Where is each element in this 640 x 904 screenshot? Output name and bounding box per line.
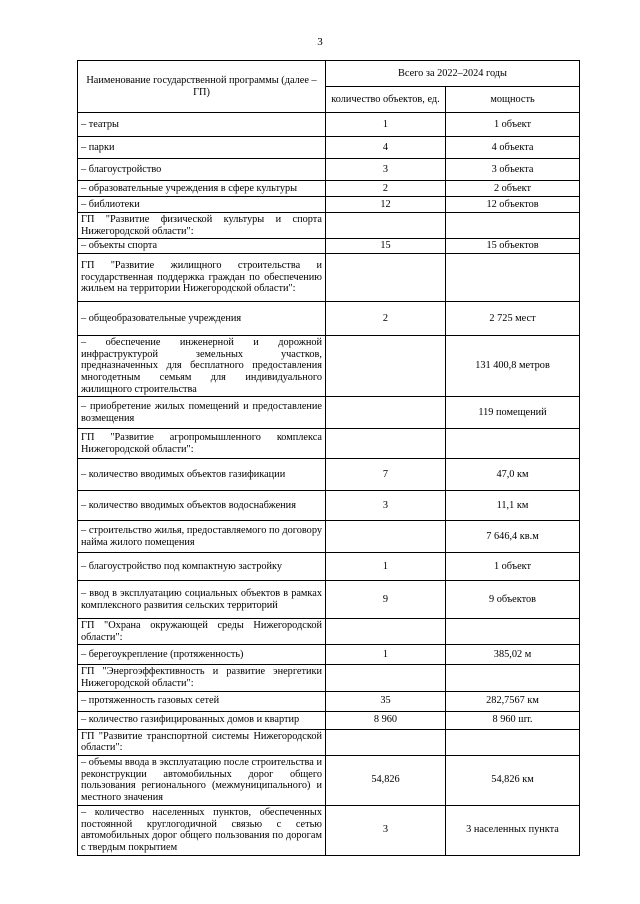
table-row [78, 181, 580, 197]
row-name: – строительство жилья, предоставляемого по договору найма жилого помещения [78, 521, 326, 553]
row-count: 2 [326, 181, 446, 197]
row-count [326, 729, 446, 755]
table-row [78, 521, 580, 553]
row-count [326, 665, 446, 691]
table-row [78, 336, 580, 397]
table-row [78, 553, 580, 581]
row-power [446, 429, 580, 459]
table-row [78, 459, 580, 491]
row-name: – количество газифицированных домов и квартир [78, 711, 326, 729]
row-count: 2 [326, 302, 446, 336]
table-row [78, 397, 580, 429]
row-name: ГП "Охрана окружающей среды Нижегородской области": [78, 619, 326, 645]
row-count: 15 [326, 239, 446, 254]
row-count: 4 [326, 137, 446, 159]
row-name: – благоустройство [78, 159, 326, 181]
table-row [78, 665, 580, 691]
row-name: – приобретение жилых помещений и предоставление возмещения [78, 397, 326, 429]
header-total: Всего за 2022–2024 годы [326, 61, 580, 87]
table-row [78, 729, 580, 755]
table-row [78, 197, 580, 213]
programs-table [77, 60, 580, 856]
row-name: – обеспечение инженерной и дорожной инфраструктурой земельных участков, предназначенных для бесплатного предоставления многодетным семьям для индивидуального жилищного строительства [78, 336, 326, 397]
row-power: 3 населенных пункта [446, 805, 580, 855]
table-row [78, 302, 580, 336]
row-name: ГП "Развитие физической культуры и спорта Нижегородской области": [78, 213, 326, 239]
row-count [326, 336, 446, 397]
row-power: 4 объекта [446, 137, 580, 159]
row-power: 1 объект [446, 553, 580, 581]
row-power [446, 665, 580, 691]
row-name: ГП "Развитие агропромышленного комплекса Нижегородской области": [78, 429, 326, 459]
table-row [78, 805, 580, 855]
row-power: 54,826 км [446, 755, 580, 805]
row-name: – количество населенных пунктов, обеспеченных постоянной круглогодичной связью с сетью автомобильных дорог общего пользования по дорогам с твердым покрытием [78, 805, 326, 855]
table-row [78, 581, 580, 619]
row-count: 9 [326, 581, 446, 619]
row-count: 1 [326, 645, 446, 665]
table-row [78, 645, 580, 665]
row-count: 35 [326, 691, 446, 711]
table-row [78, 755, 580, 805]
row-count [326, 521, 446, 553]
row-power: 8 960 шт. [446, 711, 580, 729]
row-name: – количество вводимых объектов водоснабжения [78, 491, 326, 521]
row-count [326, 619, 446, 645]
page-number: 3 [317, 36, 323, 48]
row-name: – ввод в эксплуатацию социальных объектов в рамках комплексного развития сельских территорий [78, 581, 326, 619]
row-count: 3 [326, 491, 446, 521]
row-count: 8 960 [326, 711, 446, 729]
row-power: 47,0 км [446, 459, 580, 491]
table-body [78, 113, 580, 856]
row-count [326, 429, 446, 459]
row-power [446, 213, 580, 239]
row-name: – общеобразовательные учреждения [78, 302, 326, 336]
row-name: – количество вводимых объектов газификации [78, 459, 326, 491]
row-power: 9 объектов [446, 581, 580, 619]
table-row [78, 213, 580, 239]
row-name: – парки [78, 137, 326, 159]
table-row [78, 429, 580, 459]
row-name: – библиотеки [78, 197, 326, 213]
row-power: 12 объектов [446, 197, 580, 213]
row-power: 2 725 мест [446, 302, 580, 336]
row-count: 54,826 [326, 755, 446, 805]
row-count: 3 [326, 159, 446, 181]
row-name: ГП "Энергоэффективность и развитие энергетики Нижегородской области": [78, 665, 326, 691]
row-name: – протяженность газовых сетей [78, 691, 326, 711]
row-count [326, 213, 446, 239]
row-power: 3 объекта [446, 159, 580, 181]
header-count: количество объектов, ед. [326, 87, 446, 113]
row-name: – образовательные учреждения в сфере культуры [78, 181, 326, 197]
table-row [78, 619, 580, 645]
row-power: 2 объект [446, 181, 580, 197]
row-power: 385,02 м [446, 645, 580, 665]
row-count [326, 254, 446, 302]
table-row [78, 691, 580, 711]
row-count: 3 [326, 805, 446, 855]
row-count: 12 [326, 197, 446, 213]
row-name: ГП "Развитие транспортной системы Нижегородской области": [78, 729, 326, 755]
row-power [446, 619, 580, 645]
header-program-name: Наименование государственной программы (далее – ГП) [78, 61, 326, 113]
row-power: 282,7567 км [446, 691, 580, 711]
row-name: – благоустройство под компактную застройку [78, 553, 326, 581]
row-count: 1 [326, 553, 446, 581]
row-power: 131 400,8 метров [446, 336, 580, 397]
row-name: – театры [78, 113, 326, 137]
table-row [78, 159, 580, 181]
row-power [446, 729, 580, 755]
row-power: 7 646,4 кв.м [446, 521, 580, 553]
row-count [326, 397, 446, 429]
table-row [78, 239, 580, 254]
table-row [78, 137, 580, 159]
table-row [78, 254, 580, 302]
table-row [78, 113, 580, 137]
row-count: 1 [326, 113, 446, 137]
row-name: – берегоукрепление (протяженность) [78, 645, 326, 665]
row-count: 7 [326, 459, 446, 491]
row-name: ГП "Развитие жилищного строительства и государственная поддержка граждан по обеспечению жильем на территории Нижегородской области": [78, 254, 326, 302]
row-name: – объемы ввода в эксплуатацию после строительства и реконструкции автомобильных дорог общего пользования регионального (межмуниципального) и местного значения [78, 755, 326, 805]
header-power: мощность [446, 87, 580, 113]
row-power: 1 объект [446, 113, 580, 137]
row-power: 119 помещений [446, 397, 580, 429]
row-power [446, 254, 580, 302]
table-row [78, 711, 580, 729]
row-power: 15 объектов [446, 239, 580, 254]
row-name: – объекты спорта [78, 239, 326, 254]
row-power: 11,1 км [446, 491, 580, 521]
table-row [78, 491, 580, 521]
